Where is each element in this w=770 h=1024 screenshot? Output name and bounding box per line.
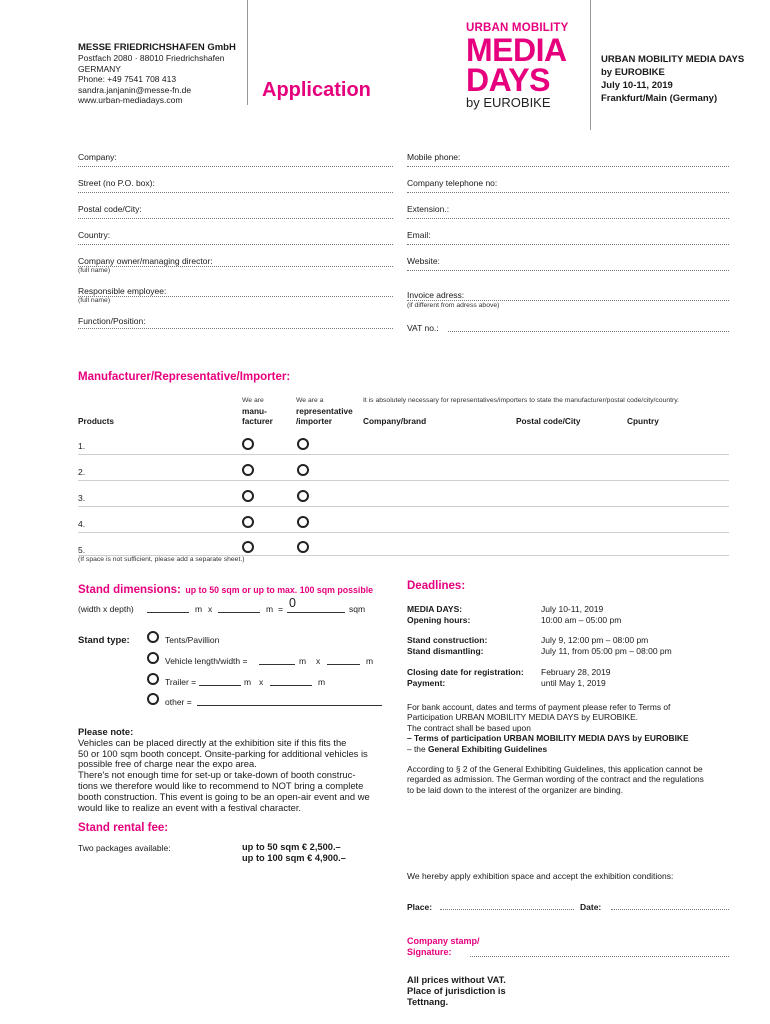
phone-line: Phone: +49 7541 708 413 — [78, 74, 177, 84]
logo-top: URBAN MOBILITY — [466, 22, 569, 34]
manufacturer-radio-3[interactable] — [242, 490, 254, 502]
address-line: Postfach 2080 · 88010 Friedrichshafen — [78, 53, 225, 63]
note-line: tions we therefore would like to recommend to NOT bring a complete — [78, 779, 364, 791]
dims-m2: m — [266, 604, 274, 614]
deadline-value: 10:00 am – 05:00 pm — [541, 615, 622, 625]
event-logo — [466, 22, 586, 111]
website-label: Website: — [407, 256, 440, 266]
legal-block — [407, 764, 737, 795]
rental-title: Stand rental fee: — [78, 822, 169, 834]
company-field[interactable] — [78, 166, 393, 167]
terms-participation-link[interactable]: – Terms of participation URBAN MOBILITY MEDIA DAYS by EUROBIKE — [407, 733, 689, 744]
stand-heading — [78, 580, 373, 598]
street-field[interactable] — [78, 192, 393, 193]
logo-media: MEDIA — [466, 32, 567, 68]
form-title: Application — [262, 79, 371, 101]
trailer-m2: m — [318, 677, 326, 687]
event-dates: July 10-11, 2019 — [601, 80, 673, 91]
invoice-note: (if different from adress above) — [407, 302, 500, 309]
manufacturer-title: Manufacturer/Representative/Importer: — [78, 371, 291, 383]
package-100: up to 100 sqm € 4,900.– — [242, 853, 346, 863]
tents-radio[interactable] — [147, 631, 159, 643]
trailer-x: x — [259, 677, 264, 687]
vehicle-radio[interactable] — [147, 652, 159, 664]
signature-label: Signature: — [407, 947, 452, 957]
brand-header: Company/brand — [363, 416, 427, 426]
owner-label: Company owner/managing director: — [78, 256, 213, 266]
vat-note: All prices without VAT. — [407, 975, 506, 985]
representative-col-a: representative — [296, 406, 353, 416]
terms-line: Participation URBAN MOBILITY MEDIA DAYS by EUROBIKE. — [407, 712, 639, 723]
sqm-unit: sqm — [349, 604, 366, 614]
product-row-line — [78, 454, 729, 455]
packages-label: Two packages available: — [78, 843, 171, 853]
stamp-label: Company stamp/ — [407, 936, 480, 946]
deadline-value: until May 1, 2019 — [541, 678, 606, 688]
vehicle-width-field[interactable] — [327, 664, 360, 665]
deadline-label: Closing date for registration: — [407, 667, 524, 677]
header-divider-right — [590, 0, 591, 130]
representative-radio-3[interactable] — [297, 490, 309, 502]
terms-prefix: – the — [407, 743, 428, 754]
owner-field[interactable] — [78, 266, 393, 267]
vehicle-length-field[interactable] — [259, 664, 295, 665]
event-location: Frankfurt/Main (Germany) — [601, 93, 718, 104]
representative-radio-5[interactable] — [297, 541, 309, 553]
function-label: Function/Position: — [78, 316, 146, 326]
function-field[interactable] — [78, 328, 393, 329]
tents-label: Tents/Pavillion — [165, 635, 220, 645]
vat-label: VAT no.: — [407, 323, 439, 333]
note-line: Vehicles can be placed directly at the exhibition site if this fits the — [78, 736, 347, 748]
representative-col-note: We are a — [296, 397, 324, 404]
product-row-number: 5. — [78, 545, 86, 555]
deadline-value: July 9, 12:00 pm – 08:00 pm — [541, 635, 649, 645]
deadline-value: July 10-11, 2019 — [541, 604, 604, 614]
extension-label: Extension.: — [407, 204, 450, 214]
products-header: Products — [78, 416, 114, 426]
apply-statement: We hereby apply exhibition space and accept the exhibition conditions: — [407, 871, 674, 881]
note-line: There's not enough time for set-up or take-down of booth construc- — [78, 769, 356, 781]
date-field[interactable] — [611, 909, 729, 910]
stand-subtitle: up to 50 sqm or up to max. 100 sqm possible — [185, 585, 374, 595]
note-line: 50 or 100 sqm booth concept. Onsite-parking for additional vehicles is — [78, 747, 368, 759]
vehicle-m2: m — [366, 656, 374, 666]
extension-field[interactable] — [407, 218, 729, 219]
country-field[interactable] — [78, 244, 393, 245]
representative-col-b: /importer — [296, 416, 332, 426]
representative-radio-2[interactable] — [297, 464, 309, 476]
note-line: possible free of charge near the expo area. — [78, 758, 257, 770]
dims-label: (width x depth) — [78, 604, 134, 614]
postal-field[interactable] — [78, 218, 393, 219]
email-label: Email: — [407, 230, 431, 240]
logo-days: DAYS — [466, 62, 550, 98]
product-row-line — [78, 506, 729, 507]
jurisdiction-note: Place of jurisdiction is — [407, 986, 506, 996]
manufacturer-col-a: manu- — [242, 406, 267, 416]
trailer-length-field[interactable] — [199, 685, 241, 686]
product-row-number: 1. — [78, 441, 86, 451]
company-name: MESSE FRIEDRICHSHAFEN GmbH — [78, 42, 236, 53]
email-field[interactable] — [407, 244, 729, 245]
product-footnote: (If space is not sufficient, please add a separate sheet.) — [78, 556, 245, 563]
manufacturer-requirement-note: It is absolutely necessary for representatives/importers to state the manufacturer/postal code/city/country. — [363, 397, 680, 404]
please-note — [78, 727, 408, 813]
vehicle-label: Vehicle length/width = — [165, 656, 248, 666]
deadline-label: Stand dismantling: — [407, 646, 484, 656]
trailer-width-field[interactable] — [270, 685, 312, 686]
company-label: Company: — [78, 152, 117, 162]
signature-field[interactable] — [470, 956, 729, 957]
representative-radio-4[interactable] — [297, 516, 309, 528]
terms-line: For bank account, dates and terms of payment please refer to Terms of — [407, 702, 671, 712]
email-line: sandra.janjanin@messe-fn.de — [78, 84, 192, 95]
header-divider — [247, 0, 248, 105]
deadline-value: February 28, 2019 — [541, 667, 611, 677]
event-info — [601, 53, 744, 105]
responsible-note: (full name) — [78, 297, 111, 304]
product-row-number: 4. — [78, 519, 86, 529]
telephone-field[interactable] — [407, 192, 729, 193]
other-field[interactable] — [197, 705, 382, 706]
manufacturer-radio-1[interactable] — [242, 438, 254, 450]
deadline-label: Payment: — [407, 678, 446, 688]
note-line: booth construction. This event is going to be an open-air event and we — [78, 790, 370, 802]
other-radio[interactable] — [147, 693, 159, 705]
trailer-radio[interactable] — [147, 673, 159, 685]
package-50: up to 50 sqm € 2,500.– — [242, 842, 341, 852]
owner-note: (full name) — [78, 267, 111, 274]
country-label: Country: — [78, 230, 111, 240]
manufacturer-col-note: We are — [242, 397, 264, 404]
product-row-line — [78, 532, 729, 533]
trailer-m: m — [244, 677, 252, 687]
product-row-line — [78, 480, 729, 481]
stand-title: Stand dimensions: — [78, 584, 181, 596]
place-field[interactable] — [440, 909, 574, 910]
responsible-field[interactable] — [78, 296, 393, 297]
postal-city-header: Postal code/City — [516, 416, 581, 426]
invoice-field[interactable] — [407, 300, 729, 301]
depth-field[interactable] — [218, 612, 260, 613]
address-line: GERMANY — [78, 63, 121, 74]
invoice-label: Invoice adress: — [407, 290, 465, 300]
note-line: would like to realize an event with a festival character. — [78, 801, 302, 813]
manufacturer-radio-2[interactable] — [242, 464, 254, 476]
website-line: www.urban-mediadays.com — [78, 95, 183, 105]
manufacturer-radio-5[interactable] — [242, 541, 254, 553]
other-label: other = — [165, 697, 192, 707]
representative-radio-1[interactable] — [297, 438, 309, 450]
dims-x: x — [208, 604, 213, 614]
street-label: Street (no P.O. box): — [78, 178, 155, 188]
jurisdiction-place: Tettnang. — [407, 997, 449, 1007]
place-label: Place: — [407, 902, 433, 912]
logo-byline: by EUROBIKE — [466, 95, 551, 110]
telephone-label: Company telephone no: — [407, 178, 498, 188]
stand-type-label: Stand type: — [78, 635, 130, 646]
postal-label: Postal code/City: — [78, 204, 142, 214]
note-title: Please note: — [78, 726, 134, 737]
deadline-label: Stand construction: — [407, 635, 488, 645]
manufacturer-radio-4[interactable] — [242, 516, 254, 528]
deadline-label: Opening hours: — [407, 615, 471, 625]
legal-line: to be laid down to the interest of the organizer are binding. — [407, 784, 624, 795]
mobile-field[interactable] — [407, 166, 729, 167]
vat-field[interactable] — [448, 331, 729, 332]
deadline-label: MEDIA DAYS: — [407, 604, 463, 614]
event-byline: by EUROBIKE — [601, 67, 665, 78]
guidelines-link[interactable]: General Exhibiting Guidelines — [427, 743, 548, 754]
mobile-label: Mobile phone: — [407, 152, 461, 162]
sqm-value: 0 — [289, 596, 296, 610]
manufacturer-col-b: facturer — [242, 416, 273, 426]
product-row-number: 2. — [78, 467, 86, 477]
sqm-field[interactable] — [287, 612, 345, 613]
dims-eq: = — [278, 604, 283, 614]
sender-address — [78, 42, 248, 106]
deadlines-title: Deadlines: — [407, 580, 466, 592]
deadline-value: July 11, from 05:00 pm – 08:00 pm — [541, 646, 672, 656]
product-row-number: 3. — [78, 493, 86, 503]
legal-line: According to § 2 of the General Exhibiting Guidelines, this application cannot be — [407, 764, 703, 774]
country-header: Cpuntry — [627, 416, 659, 426]
vehicle-m: m — [299, 656, 307, 666]
terms-line: The contract shall be based upon — [407, 722, 531, 733]
website-field[interactable] — [407, 270, 729, 271]
vehicle-x: x — [316, 656, 321, 666]
terms-block — [407, 702, 737, 754]
event-name: URBAN MOBILITY MEDIA DAYS — [601, 54, 745, 65]
legal-line: regarded as admission. The German wording of the contract and the regulations — [407, 774, 704, 785]
dims-m1: m — [195, 604, 203, 614]
trailer-label: Trailer = — [165, 677, 197, 687]
date-label: Date: — [580, 902, 602, 912]
width-field[interactable] — [147, 612, 189, 613]
responsible-label: Responsible employee: — [78, 286, 167, 296]
